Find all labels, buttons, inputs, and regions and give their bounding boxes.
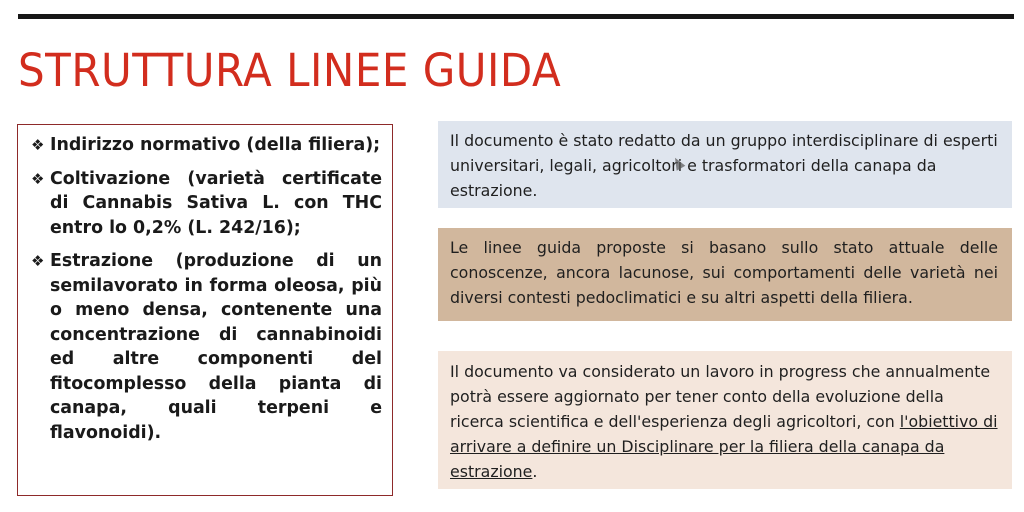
panel-progress-end: . [532,462,538,481]
slide-title: STRUTTURA LINEE GUIDA [18,44,562,97]
panel-progress [438,351,1012,489]
panel-basis-text: Le linee guida proposte si basano sullo stato attuale delle conoscenze, ancora lacunose, sui comportamenti delle varietà nei diversi contesti pedoclimatici e su altri aspetti della filiera. [450,238,998,307]
panel-progress-text: Il documento va considerato un lavoro in progress che annualmente potrà essere aggiornato per tener conto della evoluzione della ricerca scientifica e dell'esperienza degli agricoltori, con [450,362,991,431]
diamond-bullet-icon: ❖ [31,169,45,188]
panel-authors [438,121,1012,208]
bullet-coltivazione [31,167,382,241]
panel-authors-text: Il documento è stato redatto da un gruppo interdisciplinare di esperti universitari, legali, agricoltori e trasformatori della canapa da estrazione. [450,131,998,200]
bullet-indirizzo [31,133,382,158]
panel-progress-underlined: l'obiettivo di arrivare a definire un Disciplinare per la filiera della canapa da estrazione [450,412,998,481]
bullet-text: Indirizzo normativo (della filiera); [50,135,381,155]
bullet-text: Coltivazione (varietà certificate di Cannabis Sativa L. con THC entro lo 0,2% (L. 242/16); [50,168,382,238]
top-rule [18,14,1014,19]
bullet-text: Estrazione (produzione di un semilavorato in forma oleosa, più o meno densa, contenente una concentrazione di cannabinoidi ed altre componenti del fitocomplesso della pianta di canapa, quali terpeni e flavonoidi). [50,251,382,443]
diamond-bullet-icon: ❖ [31,252,45,270]
bullet-estrazione [31,249,382,445]
panel-basis [438,228,1012,321]
diamond-bullet-icon: ❖ [31,136,45,154]
left-bullet-box [17,124,393,496]
